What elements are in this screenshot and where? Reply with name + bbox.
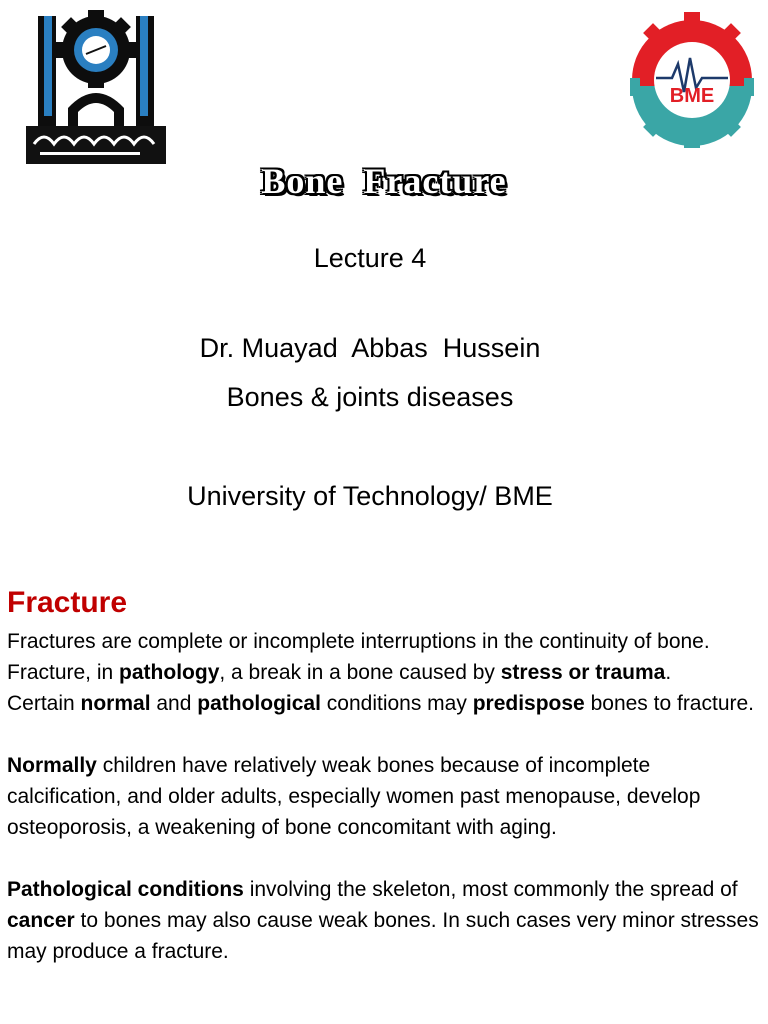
text: bones to fracture. [584,692,755,715]
paragraph-pathology [7,657,763,688]
paragraph-definition: Fractures are complete or incomplete interruptions in the continuity of bone. [7,630,710,653]
bold-term: Pathological conditions [7,878,244,901]
lecture-number: Lecture 4 [313,243,427,273]
bold-term: cancer [7,909,75,932]
text: and [150,692,198,715]
text: Certain [7,692,81,715]
text: conditions may [320,692,473,715]
bold-term: Normally [7,754,97,777]
bme-logo [624,8,760,156]
bold-term: stress or trauma [500,661,666,684]
text: to bones may also cause weak bones. In such cases very minor stresses may produce a fracture. [7,909,759,963]
svg-text:BME: BME [669,85,715,107]
institution-name: University of Technology/ BME [187,481,553,511]
spacer [7,843,763,874]
author-name: Dr. Muayad Abbas Hussein [199,333,541,363]
text: , a break in a bone caused by [219,661,501,684]
paragraph-normally [7,750,763,843]
text: . [665,661,672,684]
bold-term: normal [80,692,151,715]
course-name: Bones & joints diseases [226,382,514,412]
text: involving the skeleton, most commonly the spread of [243,878,738,901]
text: children have relatively weak bones because of incomplete calcification, and older adults, especially women past menopause, develop osteoporosis, a weakening of bone concomitant with aging. [7,754,701,839]
slide-title: Bone Fracture [261,161,507,201]
section-body [7,626,763,967]
bold-term: pathology [119,661,220,684]
text: Fracture, in [7,661,120,684]
paragraph-pathological-conditions [7,874,763,967]
section-heading: Fracture [7,586,128,619]
university-logo [24,8,168,166]
bold-term: predispose [472,692,585,715]
spacer [7,719,763,750]
paragraph-predispose [7,688,763,719]
bold-term: pathological [197,692,321,715]
